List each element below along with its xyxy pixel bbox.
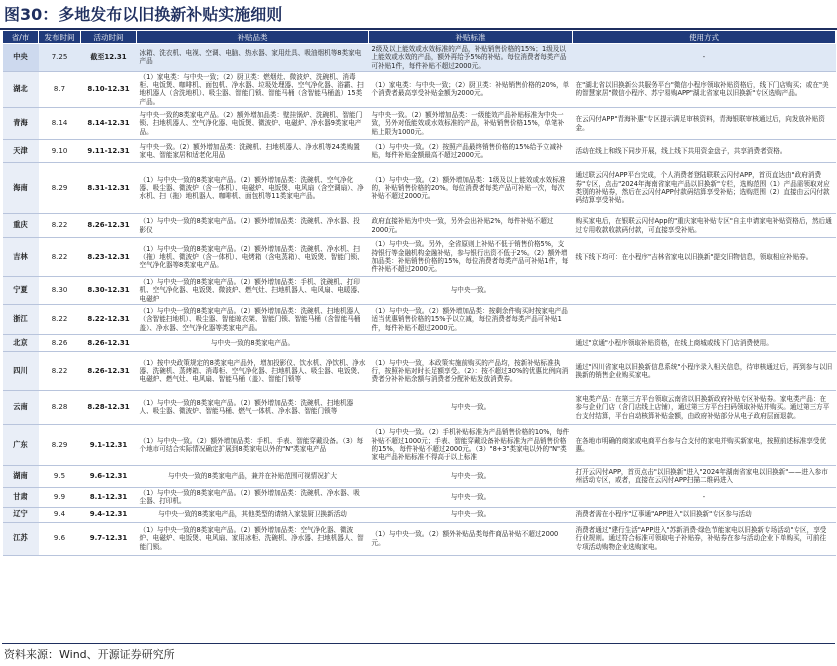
header-activity-period: 活动时间 [81,31,137,44]
cell-standard: （1）家电类：与中央一致；（2）厨卫类：补贴销售价格的20%，单个消费者最高享受补贴金额为2000元。 [369,71,573,107]
cell-method: 活动在线上和线下同步开展，线上线下共用资金盘子，共享消费者资格。 [573,140,836,163]
cell-method: - [573,44,836,72]
cell-activity-period: 8.26-12.31 [81,214,137,238]
cell-release-date: 8.14 [39,108,81,140]
cell-province: 海南 [3,163,39,214]
cell-method: 消费者通过"建行生活"APP进入"苏新消费·绿色节能家电以旧换新专场活动"专区，享受行业规则。通过符合标准可领取电子补贴券，补贴券在参与活动企业下单购买，可前往专项活动购物企业选购家电。 [573,522,836,555]
cell-province: 辽宁 [3,507,39,522]
table-row [3,44,836,72]
cell-province: 广东 [3,424,39,465]
cell-standard: （1）与中央一致，本政策实施前购买的产品均，按新补贴标准执行，按照补贴对时长足额享受。（2）：按不超过30%的优惠比例向消费者分补补贴余额与消费者分配补贴发放消费券。 [369,351,573,390]
bottom-rule [2,643,835,644]
cell-province: 湖南 [3,465,39,487]
cell-release-date: 8.29 [39,424,81,465]
cell-activity-period: 9.1-12.31 [81,424,137,465]
figure-title: 图30：多地发布以旧换新补贴实施细则 [0,0,837,30]
cell-products: 与中央一致的8类家电产品。 [137,334,369,351]
cell-method [573,304,836,334]
cell-standard: 2级及以上能效或水效标准的产品，补贴销售价格的15%；1级及以上能效或水效的产品，额外再给予5%的补贴。每位消费者每类产品可补贴1件，每件补贴不超过2000元。 [369,44,573,72]
table-body [3,44,836,556]
cell-province: 重庆 [3,214,39,238]
cell-release-date: 8.7 [39,71,81,107]
cell-release-date: 8.22 [39,214,81,238]
cell-activity-period: 8.31-12.31 [81,163,137,214]
cell-activity-period: 8.1-12.31 [81,487,137,507]
cell-activity-period: 8.22-12.31 [81,304,137,334]
cell-method: 消费者需在小程序"辽事通"APP进入"以旧换新"专区参与活动 [573,507,836,522]
table-row [3,71,836,107]
table-row [3,424,836,465]
cell-products: 与中央一致。（2）额外增加品类：洗碗机、扫地机器人、净水机等24类购置家电、智能家居和适老化用品 [137,140,369,163]
cell-province: 湖北 [3,71,39,107]
table-row [3,163,836,214]
cell-products: 与中央一致的8类家电产品，其他类型的请纳入家装厨卫换新活动 [137,507,369,522]
table-row [3,214,836,238]
cell-standard: （1）与中央一致。（2）额外补贴品类每件商品补贴不超过2000元。 [369,522,573,555]
cell-standard: （1）与中央一致。另外，全省原则上补贴不低于销售价格5%，支持银行等金融机构金融补贴，参与银行出资不低于2%。（2）额外增加品类：补贴销售价格的15%，每位消费者每类产品可补贴1件，每件补贴不超过2000元。 [369,238,573,277]
cell-release-date: 7.25 [39,44,81,72]
cell-standard: （1）与中央一致。（2）额外增加品类：1级及以上能效或水效标准的，补贴销售价格的20%。每位消费者每类产品可补贴一次，每次补贴不超过2000元。 [369,163,573,214]
cell-method [573,277,836,305]
cell-products: 冰箱、洗衣机、电视、空调、电脑、热水器、家用灶具、吸油烟机等8类家电产品 [137,44,369,72]
cell-products: （1）与中央一致的8类家电产品。（2）额外增加品类：洗碗机、净水机、扫（拖）地机、微波炉（含一体机）、电烤箱（含电蒸箱）、电饭煲、智能门锁、空气净化器等8类家电产品。 [137,238,369,277]
header-release-date: 发布时间 [39,31,81,44]
cell-standard: 与中央一致。 [369,277,573,305]
cell-method: 在"湖北省以旧换新公共服务平台"微信小程序领取补贴资格后，线下门店购买；或在"美的智慧家居"微信小程序、苏宁易购APP"湖北省家电以旧换新"专区选购产品。 [573,71,836,107]
cell-activity-period: 9.7-12.31 [81,522,137,555]
cell-release-date: 9.4 [39,507,81,522]
table-header-row [3,31,836,44]
cell-release-date: 9.5 [39,465,81,487]
table-row [3,238,836,277]
cell-method: 在各地市明确的商家或电商平台参与合支付的家电并购买新家电，按照前述标准享受优惠。 [573,424,836,465]
cell-products: （1）家电类：与中央一致；（2）厨卫类：燃烟灶、微波炉、洗碗机、消毒柜、电饭煲、咖啡机、面包机、净水器、垃圾处理器、空气净化器、浴霸、扫地机器人（含洗地机）、吸尘器、智能门锁、智能马桶（含智能马桶盖）15类产品。 [137,71,369,107]
cell-release-date: 8.22 [39,351,81,390]
cell-products: 与中央一致的8类家电产品，兼并在补贴范围可视情况扩大 [137,465,369,487]
cell-products: 与中央一致的8类家电产品。（2）额外增加品类：壁挂锅炉、洗碗机、智能门锁、扫地机器人、空气净化器、电饭煲、微波炉、电磁炉、净水器9类家电产品。 [137,108,369,140]
cell-activity-period: 8.30-12.31 [81,277,137,305]
cell-release-date: 8.22 [39,238,81,277]
cell-standard: 与中央一致。（2）额外增加品类：一级能效产品补贴标准为中央一致，另外对低能效或水效标准的产品，补贴销售价格15%，单笔补贴上限为1000元。 [369,108,573,140]
cell-province: 吉林 [3,238,39,277]
cell-activity-period: 9.11-12.31 [81,140,137,163]
cell-release-date: 8.29 [39,163,81,214]
table-row [3,304,836,334]
table-row [3,487,836,507]
cell-standard: 政府直接补贴为中央一致，另外会出补贴2%，每件补贴不超过2000元。 [369,214,573,238]
cell-products: （1）与中央一致的8类家电产品。（2）额外增加品类：洗碗机、空气净化器、吸尘器、微波炉（含一体机）、电磁炉、电饭煲、电风扇（含空调扇）、净水机、扫（拖）地机器人、咖啡机、面包机等11类家电产品。 [137,163,369,214]
cell-activity-period: 8.23-12.31 [81,238,137,277]
table-row [3,351,836,390]
header-standard: 补贴标准 [369,31,573,44]
cell-standard: 与中央一致。 [369,390,573,424]
cell-products: （1）与中央一致的8类家电产品。（2）额外增加品类：洗碗机、扫地机器人、吸尘器、微波炉、智能马桶、燃气一体机、净水器、智能门锁等 [137,390,369,424]
cell-release-date: 9.9 [39,487,81,507]
cell-province: 天津 [3,140,39,163]
cell-province: 四川 [3,351,39,390]
cell-activity-period: 8.26-12.31 [81,351,137,390]
cell-products: （1）与中央一致的8类家电产品。（2）额外增加品类：洗碗机、净水器、投影仪 [137,214,369,238]
cell-activity-period: 8.10-12.31 [81,71,137,107]
cell-release-date: 9.10 [39,140,81,163]
cell-method: 通过"四川省家电以旧换新信息系统"小程序录入相关信息，待审核通过后，再到参与以旧换新的销售企业购买家电。 [573,351,836,390]
source-note: 资料来源：Wind、开源证券研究所 [4,648,175,661]
cell-release-date: 8.30 [39,277,81,305]
cell-province: 青海 [3,108,39,140]
cell-activity-period: 9.4-12.31 [81,507,137,522]
cell-products: （1）与中央一致。（2）额外增加品类：手机、手表、智能穿戴设备。（3）每个地市可结合实际情况确定扩展到8类家电以外的"N"类家电产品 [137,424,369,465]
cell-province: 甘肃 [3,487,39,507]
cell-standard: （1）与中央一致。（2）手机补贴标准为产品销售价格的10%，每件补贴不超过1000元；手表、智能穿戴设备补贴标准为产品销售价格的15%，每件补贴不超过2000元。（3）"8+3"类家电以外的"N"类家电产品补贴标准不得高于以上标准 [369,424,573,465]
cell-method: 在云闪付APP"青海补惠"专区提示满足审核资料，青海银联审核通过后，向发放补贴资金。 [573,108,836,140]
cell-province: 浙江 [3,304,39,334]
cell-release-date: 8.28 [39,390,81,424]
table-row [3,277,836,305]
cell-method: 通过联云闪付APP平台完成，个人消费者登陆联联云闪付APP，首页直达由"政府消费券"专区，点击"2024年海南省家电产品以旧换新"专栏，选购范围（1）产品需领取对应类别的补贴券，然后在云闪付APP付款码结算享受补贴；选购范围（2）直接由云闪付款码结算享受补贴。 [573,163,836,214]
table-row [3,390,836,424]
cell-activity-period: 截至12.31 [81,44,137,72]
cell-standard: 与中央一致。 [369,465,573,487]
cell-method: 线下线下均可：在小程序"吉林省家电以旧换新"提交旧物信息，领取相应补贴券。 [573,238,836,277]
table-row [3,140,836,163]
cell-release-date: 8.22 [39,304,81,334]
cell-standard [369,334,573,351]
cell-province: 宁夏 [3,277,39,305]
cell-standard: （1）与中央一致。（2）按照产品最终销售价格的15%给予立减补贴，每件补贴金额最高不超过2000元。 [369,140,573,163]
cell-products: （1）与中央一致的8类家电产品。（2）额外增加品类：空气净化器、微波炉、电磁炉、电饭煲、电风扇、家用冰柜、洗碗机、净水器、扫地机器人、智能门锁。 [137,522,369,555]
cell-method: 购买家电后，在银联云闪付App的"重庆家电补贴专区"自主申请家电补贴资格后，然后通过专用收款收款码付款，可直接享受补贴。 [573,214,836,238]
cell-activity-period: 9.6-12.31 [81,465,137,487]
header-province: 省/市 [3,31,39,44]
cell-products: （1）与中央一致的8类家电产品。（2）额外增加品类：洗碗机、净水器、吸尘器、打印机。 [137,487,369,507]
cell-products: （1）与中央一致的8类家电产品。（2）额外增加品类：手机、洗碗机、打印机、空气净化器、电饭煲、微波炉、燃气灶、扫地机器人、电风扇、电暖器、电磁炉 [137,277,369,305]
cell-release-date: 8.26 [39,334,81,351]
cell-release-date: 9.6 [39,522,81,555]
cell-activity-period: 8.28-12.31 [81,390,137,424]
cell-method: 通过"京通"小程序领取补贴资格，在线上商城或线下门店消费使用。 [573,334,836,351]
table-row [3,465,836,487]
cell-method: 家电类产品：在第三方平台领取云南省以旧换新政府补贴专区补贴券。家电类产品：在参与企业门店（含门店线上店铺），通过第三方平台扫码领取补贴并购买。通过第三方平台支付结算，平台自动核算补贴金额，由政府补贴部分从电子政府层面退款。 [573,390,836,424]
table-row [3,522,836,555]
subsidy-table [2,30,836,556]
cell-standard: 与中央一致。 [369,487,573,507]
cell-province: 北京 [3,334,39,351]
cell-province: 江苏 [3,522,39,555]
table-row [3,507,836,522]
cell-products: （1）与中央一致的8类家电产品。（2）额外增加品类：洗碗机、扫地机器人（含智能扫地机）、吸尘器、智能晾衣架、智能门锁、智能马桶（含智能马桶盖）、净水器、空气净化器等类家电产品。 [137,304,369,334]
header-products: 补贴品类 [137,31,369,44]
cell-method: 打开云闪付APP，首页点击"以旧换新"进入"2024年湖南省家电以旧换新"——进入参市州活动专区，或者，直接在云闪付APP扫描二维码进入 [573,465,836,487]
cell-activity-period: 8.26-12.31 [81,334,137,351]
header-method: 使用方式 [573,31,836,44]
table-row [3,108,836,140]
cell-standard: 与中央一致。 [369,507,573,522]
cell-activity-period: 8.14-12.31 [81,108,137,140]
cell-province: 云南 [3,390,39,424]
cell-products: （1）按中央政策规定的8类家电产品外，增加投影仪、饮水机、净饮机、净水器、洗碗机、蒸烤箱、消毒柜、空气净化器、扫地机器人、吸尘器、电饭煲、电磁炉、燃气灶、电风扇、智能马桶（盖）、智能门锁等 [137,351,369,390]
table-row [3,334,836,351]
cell-standard: （1）与中央一致。（2）额外增加品类：按剩余件购买时按家电产品适当优惠销售价格的15%予以立减，每位消费者每类产品可补贴1件，每件补贴不超过2000元。 [369,304,573,334]
cell-method: - [573,487,836,507]
cell-province: 中央 [3,44,39,72]
